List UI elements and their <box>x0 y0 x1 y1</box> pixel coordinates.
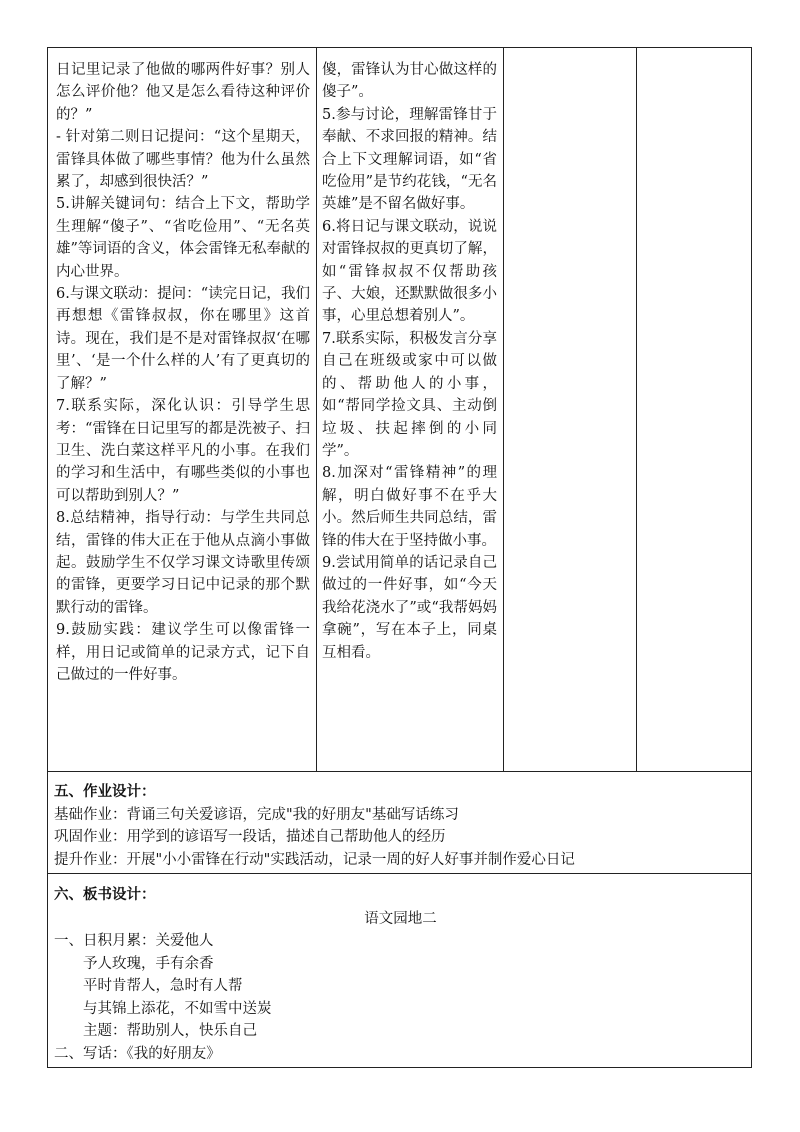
teacher-step: - 针对第二则日记提问：“这个星期天，雷锋具体做了哪些事情？他为什么虽然累了，却感到很快活？” <box>56 129 310 191</box>
teacher-step: 8.总结精神，指导行动：与学生共同总结，雷锋的伟大正在于他从点滴小事做起。鼓励学生不仅学习课文诗歌里传颂的雷锋，更要学习日记中记录的那个默默行动的雷锋。 <box>56 510 310 616</box>
row-divider <box>48 771 751 772</box>
homework-line: 巩固作业：用学到的谚语写一段话，描述自己帮助他人的经历 <box>54 829 446 845</box>
teacher-step: 9.鼓励实践：建议学生可以像雷锋一样，用日记或简单的记录方式，记下自己做过的一件好事。 <box>56 622 310 683</box>
board-line: 一、日积月累：关爱他人 <box>54 933 214 949</box>
student-step: 7.联系实际，积极发言分享自己在班级或家中可以做的、帮助他人的小事，如“帮同学捡文具、主动倒垃圾、扶起摔倒的小同学”。 <box>322 330 497 459</box>
board-heading: 六、板书设计： <box>54 887 156 903</box>
board-line: 主题：帮助别人，快乐自己 <box>83 1023 257 1039</box>
student-step: 8.加深对“雷锋精神”的理解，明白做好事不在乎大小。然后师生共同总结，雷锋的伟大在于坚持做小事。 <box>322 465 497 549</box>
column-divider <box>316 48 317 771</box>
homework-line: 提升作业：开展"小小雷锋在行动"实践活动，记录一周的好人好事并制作爱心日记 <box>54 851 575 868</box>
student-step: 9.尝试用简单的话记录自己做过的一件好事，如“今天我给花浇水了”或“我帮妈妈拿碗”，写在本子上，同桌互相看。 <box>322 554 497 661</box>
board-line: 平时肯帮人，急时有人帮 <box>83 978 243 994</box>
teacher-step: 5.讲解关键词句：结合上下文，帮助学生理解“傻子”、“省吃俭用”、“无名英雄”等词语的含义，体会雷锋无私奉献的内心世界。 <box>56 196 310 280</box>
board-line: 与其锦上添花，不如雪中送炭 <box>83 1000 272 1017</box>
teacher-activity-cell <box>56 59 310 686</box>
board-line: 予人玫瑰，手有余香 <box>83 955 214 972</box>
empty-cell <box>504 48 636 771</box>
student-activity-cell <box>322 59 497 664</box>
board-content <box>54 930 744 1065</box>
student-step: 6.将日记与课文联动，说说对雷锋叔叔的更真切了解，如“雷锋叔叔不仅帮助孩子、大娘，还默默做很多小事，心里总想着别人”。 <box>322 218 497 325</box>
teacher-step: 7.联系实际，深化认识：引导学生思考：“雷锋在日记里写的都是洗被子、扫卫生、洗白菜这样平凡的小事。在我们的学习和生活中，有哪些类似的小事也可以帮助到别人？” <box>56 398 310 504</box>
homework-line: 基础作业：背诵三句关爱谚语，完成"我的好朋友"基础写话练习 <box>54 806 459 823</box>
empty-cell <box>637 48 751 771</box>
homework-section <box>54 781 744 871</box>
student-step: 5.参与讨论，理解雷锋甘于奉献、不求回报的精神。结合上下文理解词语，如“省吃俭用”是节约花钱，“无名英雄”是不留名做好事。 <box>322 106 497 213</box>
teacher-step: 日记里记录了他做的哪两件好事？别人怎么评价他？他又是怎么看待这种评价的？” <box>56 62 310 123</box>
lesson-plan-table <box>47 47 752 1068</box>
board-line: 二、写话：《我的好朋友》 <box>54 1045 221 1062</box>
homework-heading: 五、作业设计： <box>54 784 156 800</box>
board-title: 语文园地二 <box>364 911 437 927</box>
row-divider <box>48 873 751 874</box>
board-section <box>54 884 744 907</box>
student-step: 傻，雷锋认为甘心做这样的傻子”。 <box>322 62 497 101</box>
teacher-step: 6.与课文联动：提问：“读完日记，我们再想想《雷锋叔叔，你在哪里》这首诗。现在，我们是不是对雷锋叔叔‘在哪里’、‘是一个什么样的人’有了更真切的了解？” <box>56 286 310 392</box>
